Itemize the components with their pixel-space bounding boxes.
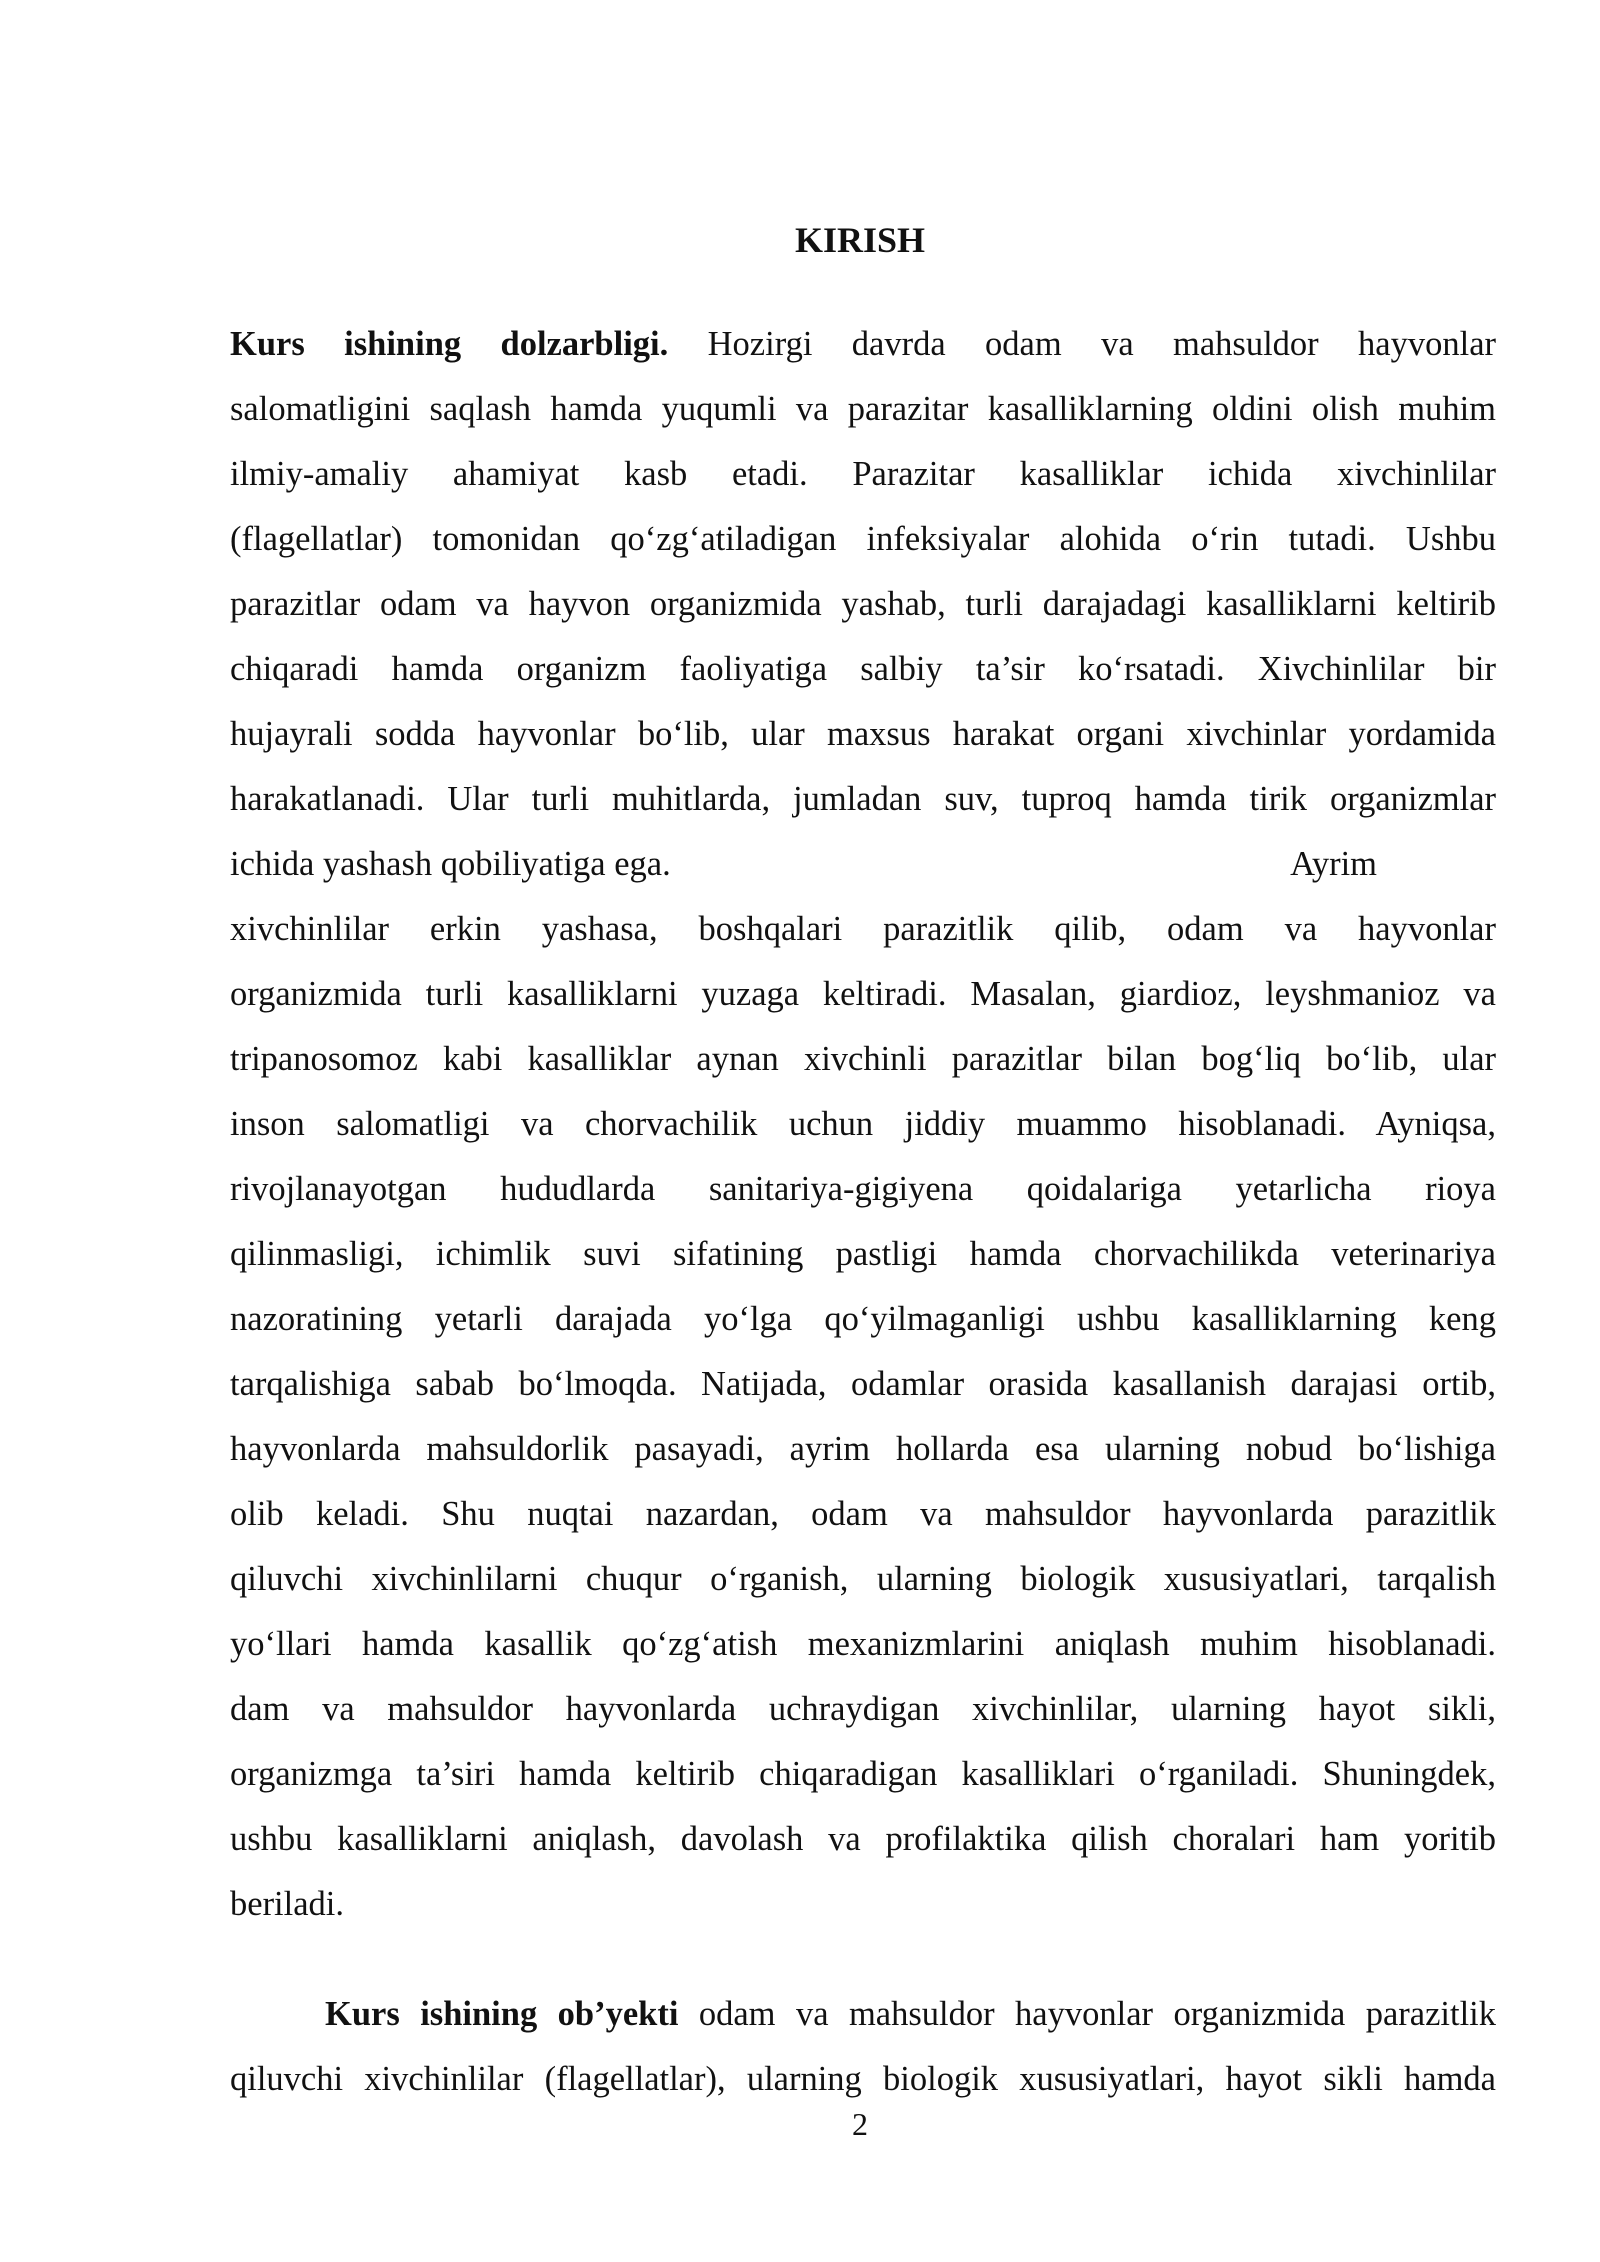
text-line: chiqaradi hamda organizm faoliyatiga salbiy ta’sir ko‘rsatadi. Xivchinlilar bir [230,650,1496,688]
text-line: dam va mahsuldor hayvonlarda uchraydigan xivchinlilar, ularning hayot sikli, [230,1690,1496,1728]
text-line: tarqalishiga sabab bo‘lmoqda. Natijada, odamlar orasida kasallanish darajasi ortib, [230,1365,1496,1403]
text-line: ilmiy-amaliy ahamiyat kasb etadi. Parazitar kasalliklar ichida xivchinlilar [230,455,1496,493]
first-line-text: Hozirgi davrda odam va mahsuldor hayvonlar [707,325,1497,363]
text-line: tripanosomoz kabi kasalliklar aynan xivchinli parazitlar bilan bog‘liq bo‘lib, ular [230,1040,1496,1078]
text-line: (flagellatlar) tomonidan qo‘zg‘atiladigan infeksiyalar alohida o‘rin tutadi. Ushbu [230,520,1496,558]
text-line: olib keladi. Shu nuqtai nazardan, odam va mahsuldor hayvonlarda parazitlik [230,1495,1496,1533]
lead-object: Kurs ishining ob’yekti [325,1995,679,2033]
page-number: 2 [852,2106,868,2142]
text-line [230,1982,1496,2047]
text-line: xivchinlilar erkin yashasa, boshqalari parazitlik qilib, odam va hayvonlar [230,910,1496,948]
text-line: hujayrali sodda hayvonlar bo‘lib, ular maxsus harakat organi xivchinlar yordamida [230,715,1496,753]
paragraph-relevance [230,312,1496,1937]
text-line: rivojlanayotgan hududlarda sanitariya-gigiyena qoidalariga yetarlicha rioya [230,1170,1496,1208]
lead-relevance: Kurs ishining dolzarbligi. [230,325,669,363]
text-line [230,312,1496,377]
text-line: beriladi. [230,1885,344,1923]
split-line-right: Ayrim [1290,845,1377,883]
paragraph-object [230,1982,1496,2112]
text-line: organizmga ta’siri hamda keltirib chiqaradigan kasalliklari o‘rganiladi. Shuningdek, [230,1755,1496,1793]
text-line [230,832,1496,897]
text-line: ushbu kasalliklarni aniqlash, davolash va profilaktika qilish choralari ham yoritib [230,1820,1496,1858]
text-line: salomatligini saqlash hamda yuqumli va parazitar kasalliklarning oldini olish muhim [230,390,1496,428]
text-line: inson salomatligi va chorvachilik uchun jiddiy muammo hisoblanadi. Ayniqsa, [230,1105,1496,1143]
text-line: qiluvchi xivchinlilar (flagellatlar), ularning biologik xususiyatlari, hayot sikli hamda [230,2060,1496,2098]
text-line: hayvonlarda mahsuldorlik pasayadi, ayrim hollarda esa ularning nobud bo‘lishiga [230,1430,1496,1468]
first-line-text: odam va mahsuldor hayvonlar organizmida parazitlik [678,1995,1496,2033]
text-line: nazoratining yetarli darajada yo‘lga qo‘yilmaganligi ushbu kasalliklarning keng [230,1300,1496,1338]
text-line: organizmida turli kasalliklarni yuzaga keltiradi. Masalan, giardioz, leyshmanioz va [230,975,1496,1013]
text-line: parazitlar odam va hayvon organizmida yashab, turli darajadagi kasalliklarni keltirib [230,585,1496,623]
split-line-left: ichida yashash qobiliyatiga ega. [230,845,671,883]
text-line: qilinmasligi, ichimlik suvi sifatining pastligi hamda chorvachilikda veterinariya [230,1235,1496,1273]
text-line: yo‘llari hamda kasallik qo‘zg‘atish mexanizmlarini aniqlash muhim hisoblanadi. [230,1625,1496,1663]
text-line: harakatlanadi. Ular turli muhitlarda, jumladan suv, tuproq hamda tirik organizmlar [230,780,1496,818]
section-title: KIRISH [794,220,926,260]
text-line: qiluvchi xivchinlilarni chuqur o‘rganish, ularning biologik xususiyatlari, tarqalish [230,1560,1496,1598]
